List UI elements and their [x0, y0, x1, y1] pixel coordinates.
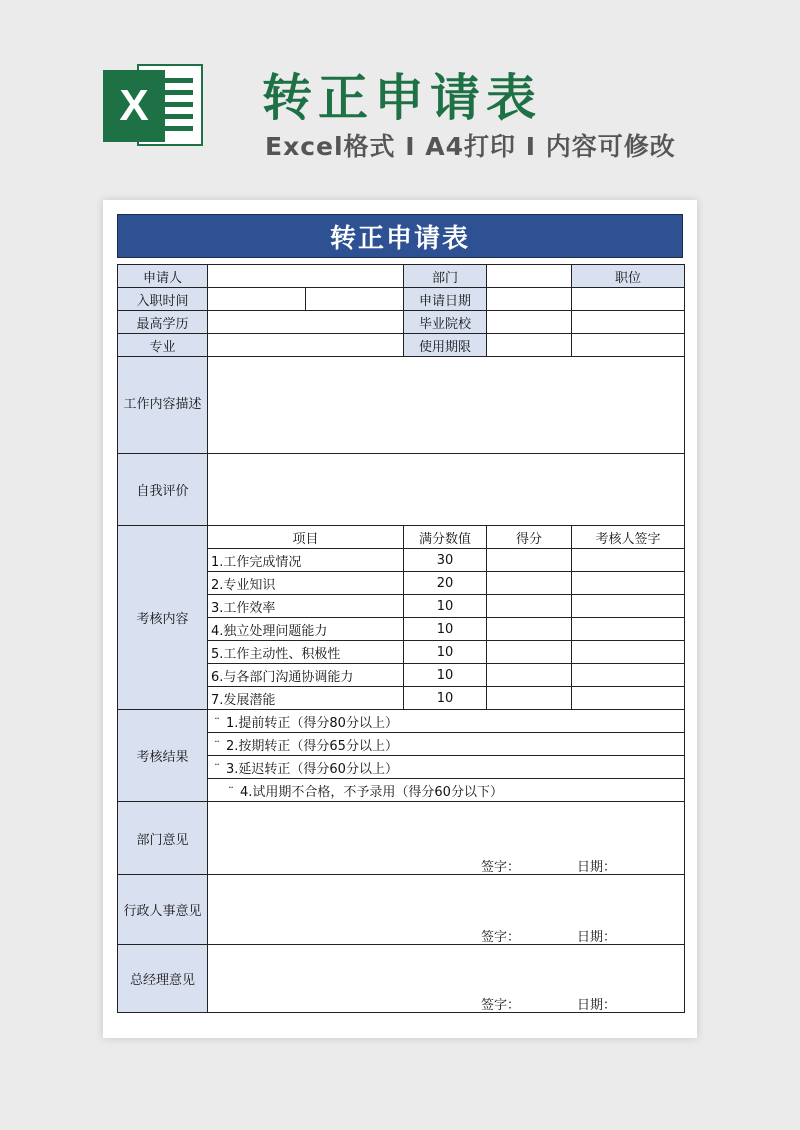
school-field-2[interactable]	[572, 311, 685, 334]
assessment-score-field[interactable]	[487, 641, 572, 664]
label-hire-date: 入职时间	[118, 288, 208, 311]
label-department: 部门	[404, 265, 487, 288]
apply-date-field-2[interactable]	[572, 288, 685, 311]
header-item: 项目	[208, 526, 404, 549]
label-position: 职位	[572, 265, 685, 288]
checkbox-icon[interactable]: ¨	[228, 784, 234, 799]
assessment-full-score: 30	[404, 549, 487, 572]
assessment-full-score: 10	[404, 641, 487, 664]
checkbox-icon[interactable]: ¨	[214, 715, 220, 730]
hr-opinion-field[interactable]	[208, 875, 685, 945]
assessment-item-name: 6.与各部门沟通协调能力	[208, 664, 404, 687]
result-option-label: 2.按期转正（得分65分以上）	[226, 738, 398, 754]
label-major: 专业	[118, 334, 208, 357]
hire-date-field-2[interactable]	[306, 288, 404, 311]
sign-label: 签字：	[481, 860, 521, 875]
sign-label: 签字：	[481, 998, 521, 1013]
hire-date-field[interactable]	[208, 288, 306, 311]
assessment-full-score: 10	[404, 595, 487, 618]
assessment-full-score: 10	[404, 664, 487, 687]
header-assessor: 考核人签字	[572, 526, 685, 549]
assessor-sign-field[interactable]	[572, 595, 685, 618]
work-desc-field[interactable]	[208, 357, 685, 454]
date-label: 日期：	[577, 860, 617, 875]
assessment-item-name: 5.工作主动性、积极性	[208, 641, 404, 664]
assessment-score-field[interactable]	[487, 595, 572, 618]
result-option[interactable]	[208, 710, 685, 733]
dept-opinion-field[interactable]	[208, 802, 685, 875]
assessment-item-name: 4.独立处理问题能力	[208, 618, 404, 641]
label-dept-opinion: 部门意见	[118, 802, 208, 875]
label-result: 考核结果	[118, 710, 208, 802]
form-title: 转正申请表	[117, 214, 683, 258]
excel-logo	[103, 60, 203, 150]
assessment-score-field[interactable]	[487, 549, 572, 572]
assessment-full-score: 10	[404, 687, 487, 710]
application-form	[117, 264, 685, 1013]
assessor-sign-field[interactable]	[572, 641, 685, 664]
header-full-score: 满分数值	[404, 526, 487, 549]
gm-opinion-field[interactable]	[208, 945, 685, 1013]
assessor-sign-field[interactable]	[572, 664, 685, 687]
assessment-score-field[interactable]	[487, 572, 572, 595]
assessment-item-name: 2.专业知识	[208, 572, 404, 595]
probation-field-2[interactable]	[572, 334, 685, 357]
label-school: 毕业院校	[404, 311, 487, 334]
assessor-sign-field[interactable]	[572, 549, 685, 572]
school-field[interactable]	[487, 311, 572, 334]
date-label: 日期：	[577, 930, 617, 945]
assessment-score-field[interactable]	[487, 618, 572, 641]
major-field[interactable]	[208, 334, 404, 357]
label-hr-opinion: 行政人事意见	[118, 875, 208, 945]
label-assessment: 考核内容	[118, 526, 208, 710]
assessment-full-score: 20	[404, 572, 487, 595]
self-eval-field[interactable]	[208, 454, 685, 526]
assessment-item-name: 1.工作完成情况	[208, 549, 404, 572]
label-apply-date: 申请日期	[404, 288, 487, 311]
assessor-sign-field[interactable]	[572, 618, 685, 641]
excel-badge-icon: X	[103, 70, 165, 142]
result-option-label: 3.延迟转正（得分60分以上）	[226, 761, 398, 777]
result-option[interactable]	[208, 733, 685, 756]
assessor-sign-field[interactable]	[572, 687, 685, 710]
page-subtitle: Excel格式 I A4打印 I 内容可修改	[265, 132, 676, 161]
probation-field[interactable]	[487, 334, 572, 357]
assessment-score-field[interactable]	[487, 664, 572, 687]
assessment-item-name: 3.工作效率	[208, 595, 404, 618]
checkbox-icon[interactable]: ¨	[214, 738, 220, 753]
result-option-label: 4.试用期不合格，不予录用（得分60分以下）	[240, 784, 503, 800]
applicant-field[interactable]	[208, 265, 404, 288]
result-option[interactable]	[208, 779, 685, 802]
department-field[interactable]	[487, 265, 572, 288]
assessor-sign-field[interactable]	[572, 572, 685, 595]
checkbox-icon[interactable]: ¨	[214, 761, 220, 776]
assessment-full-score: 10	[404, 618, 487, 641]
result-option-label: 1.提前转正（得分80分以上）	[226, 715, 398, 731]
assessment-item-name: 7.发展潜能	[208, 687, 404, 710]
label-self-eval: 自我评价	[118, 454, 208, 526]
sign-label: 签字：	[481, 930, 521, 945]
label-probation: 使用期限	[404, 334, 487, 357]
assessment-score-field[interactable]	[487, 687, 572, 710]
label-work-desc: 工作内容描述	[118, 357, 208, 454]
header-score: 得分	[487, 526, 572, 549]
label-applicant: 申请人	[118, 265, 208, 288]
page-title: 转正申请表	[262, 69, 542, 127]
result-option[interactable]	[208, 756, 685, 779]
education-field[interactable]	[208, 311, 404, 334]
date-label: 日期：	[577, 998, 617, 1013]
label-gm-opinion: 总经理意见	[118, 945, 208, 1013]
label-education: 最高学历	[118, 311, 208, 334]
apply-date-field[interactable]	[487, 288, 572, 311]
